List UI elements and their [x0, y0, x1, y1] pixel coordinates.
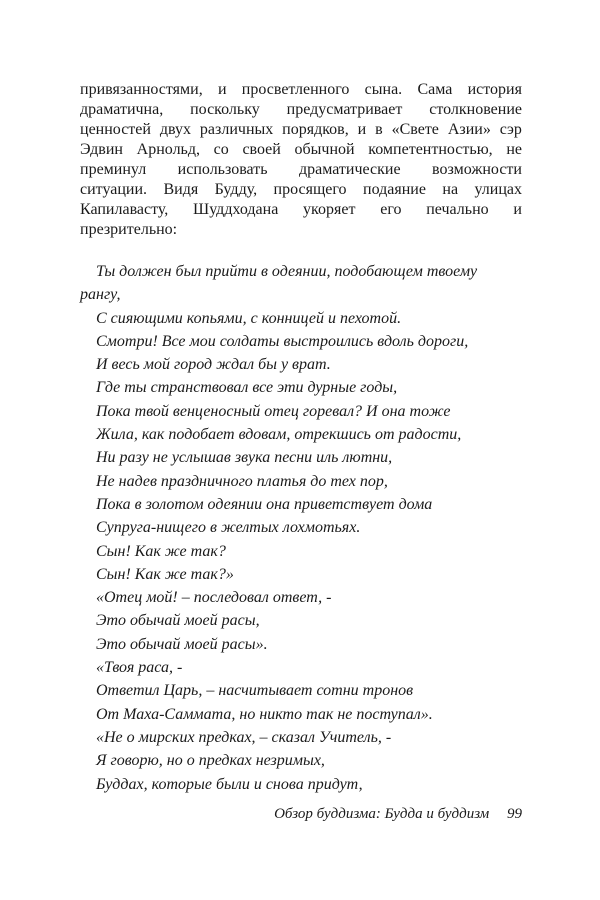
prose-word: различных: [199, 121, 274, 138]
prose-word: подаяние: [363, 181, 426, 198]
prose-word: двух: [159, 121, 192, 138]
prose-word: использовать: [177, 161, 268, 178]
verse-line: Я говорю, но о предках незримых,: [96, 752, 325, 770]
prose-word: со: [213, 141, 229, 158]
prose-word: печально: [426, 201, 489, 218]
verse-line: И весь мой город ждал бы у врат.: [96, 356, 331, 374]
prose-line: [80, 120, 522, 140]
prose-word: на: [442, 181, 459, 198]
verse-line: рангу,: [80, 286, 121, 304]
prose-word: ценностей: [80, 121, 151, 138]
prose-word: Арнольд,: [136, 141, 200, 158]
prose-word: Сама: [417, 81, 453, 98]
prose-word: Будду,: [214, 181, 258, 198]
verse-line: «Не о мирских предках, – сказал Учитель, -: [96, 728, 392, 746]
verse-line: Сын! Как же так?: [96, 542, 226, 560]
prose-line: [80, 220, 522, 240]
prose-word: Шуддходана: [193, 201, 279, 218]
prose-word: презрительно:: [80, 221, 178, 238]
prose-line: [80, 100, 522, 120]
verse-line: Это обычай моей расы,: [96, 612, 260, 630]
prose-line: [80, 80, 522, 100]
verse-line: Смотри! Все мои солдаты выстроились вдоль дороги,: [96, 332, 469, 350]
verse-line: От Маха-Саммата, но никто так не поступал».: [96, 705, 433, 723]
verse-line: Не надев праздничного платья до тех пор,: [96, 472, 388, 490]
prose-word: и: [513, 201, 522, 218]
verse-line: С сияющими копьями, с конницей и пехотой.: [96, 309, 402, 327]
verse-line: Сын! Как же так?»: [96, 565, 234, 583]
verse-line: Пока твой венценосный отец горевал? И она тоже: [96, 402, 451, 420]
prose-paragraph: [80, 80, 522, 240]
prose-word: сэр: [499, 121, 522, 138]
prose-word: драматические: [298, 161, 401, 178]
prose-word: история: [467, 81, 522, 98]
prose-word: его: [380, 201, 402, 218]
prose-word: компетентностью,: [368, 141, 493, 158]
verse-line: Жила, как подобает вдовам, отрекшись от радости,: [96, 426, 462, 444]
verse-line: «Твоя раса, -: [96, 659, 183, 677]
prose-word: ситуации.: [80, 181, 148, 198]
prose-word: обычной: [294, 141, 355, 158]
prose-word: драматична,: [80, 101, 164, 118]
prose-word: Эдвин: [80, 141, 123, 158]
prose-line: [80, 200, 522, 220]
prose-word: и: [357, 121, 367, 138]
prose-word: порядков,: [282, 121, 349, 138]
verse-line: Где ты странствовал все эти дурные годы,: [96, 379, 398, 397]
prose-word: Капилавасту,: [80, 201, 169, 218]
verse-line: Ответил Царь, – насчитывает сотни тронов: [96, 682, 414, 700]
prose-word: просящего: [273, 181, 347, 198]
prose-word: просветленного: [241, 81, 350, 98]
prose-word: своей: [242, 141, 281, 158]
verse-line: Буддах, которые были и снова придут,: [96, 775, 363, 793]
prose-word: поскольку: [190, 101, 260, 118]
prose-word: улицах: [474, 181, 522, 198]
running-title: Обзор буддизма: Будда и буддизм: [274, 806, 490, 822]
verse-line: «Отец мой! – последовал ответ, -: [96, 589, 332, 607]
page-footer: [0, 806, 522, 823]
prose-word: не: [506, 141, 522, 158]
prose-word: и: [217, 81, 227, 98]
verse-line: Супруга-нищего в желтых лохмотьях.: [96, 519, 361, 537]
prose-word: сына.: [364, 81, 403, 98]
prose-line: [80, 160, 522, 180]
verse-line: Это обычай моей расы».: [96, 635, 268, 653]
prose-word: предусматривает: [286, 101, 403, 118]
prose-word: в: [375, 121, 383, 138]
prose-word: столкновение: [429, 101, 522, 118]
page-number: 99: [507, 806, 522, 822]
prose-word: преминул: [80, 161, 147, 178]
prose-line: [80, 180, 522, 200]
prose-line: [80, 140, 522, 160]
prose-word: Азии»: [447, 121, 491, 138]
verse-line: Ни разу не услышав звука песни иль лютни,: [96, 449, 393, 467]
prose-word: «Свете: [391, 121, 439, 138]
prose-word: укоряет: [303, 201, 356, 218]
verse-line: Ты должен был прийти в одеянии, подобающем твоему: [96, 263, 478, 280]
prose-word: возможности: [432, 161, 522, 178]
prose-word: привязанностями,: [80, 81, 203, 98]
prose-word: Видя: [163, 181, 199, 198]
verse-quotation: [80, 260, 530, 796]
verse-line: Пока в золотом одеянии она приветствует дома: [96, 495, 433, 513]
